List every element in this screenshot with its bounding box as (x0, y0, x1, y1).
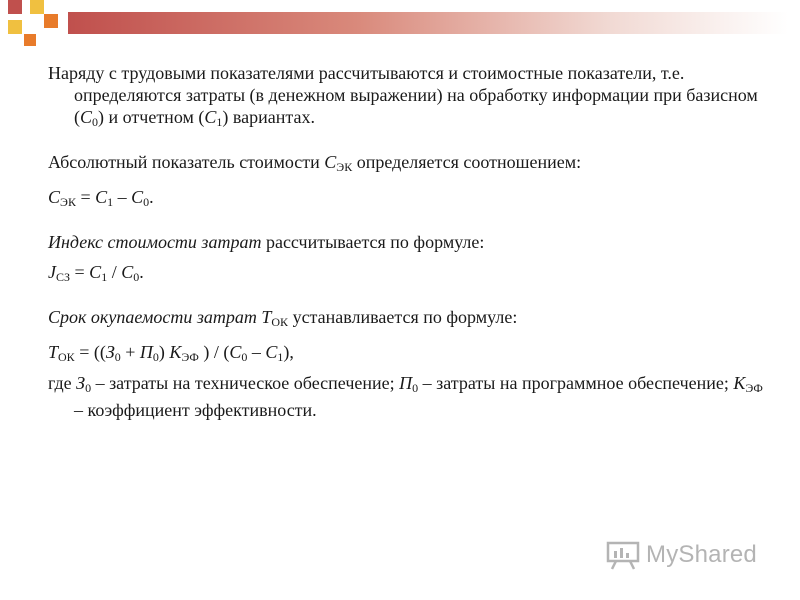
formula-cek: $C_{ЭК} = C_1 - C_0$. (48, 187, 154, 209)
formula-jsz: $J_{СЗ} = C_1 / C_0$. (48, 262, 144, 284)
decor-square-orange-2 (24, 34, 36, 46)
formula-tok: $T_{ОК} = ((З_0 + П_0)$ $K_{ЭФ}$ ) / $(C_0 - C_1)$, (48, 342, 294, 364)
decor-square-yellow-2 (8, 20, 22, 34)
watermark-text: MyShared (646, 541, 757, 568)
absolute-cost-paragraph: Абсолютный показатель стоимости $C_{ЭК}$ определяется соотношением: (48, 152, 582, 174)
variables-legend-paragraph: где $З_0$ – затраты на техническое обеспечение; $П_0$ – затраты на программное обеспечение; $K_{ЭФ}$ – коэффициент эффективности. (48, 373, 763, 420)
cost-index-paragraph: Индекс стоимости затрат рассчитывается по формуле: (48, 232, 485, 252)
header-gradient-bar (68, 12, 788, 34)
myshared-watermark (606, 538, 757, 572)
decor-square-orange (44, 14, 58, 28)
payback-paragraph: Срок окупаемости затрат $T_{ОК}$ устанавливается по формуле: (48, 307, 518, 329)
decor-square-red (8, 0, 22, 14)
header-decoration (0, 0, 800, 50)
decor-square-yellow (30, 0, 44, 14)
intro-paragraph: Наряду с трудовыми показателями рассчитываются и стоимостные показатели, т.е. определяются затраты (в денежном выражении) на обработку информации при базисном $(C_0)$ и отчетном $(C_1)$ вариантах. (48, 63, 758, 129)
presentation-board-icon (606, 540, 640, 570)
slide-body (48, 62, 768, 421)
